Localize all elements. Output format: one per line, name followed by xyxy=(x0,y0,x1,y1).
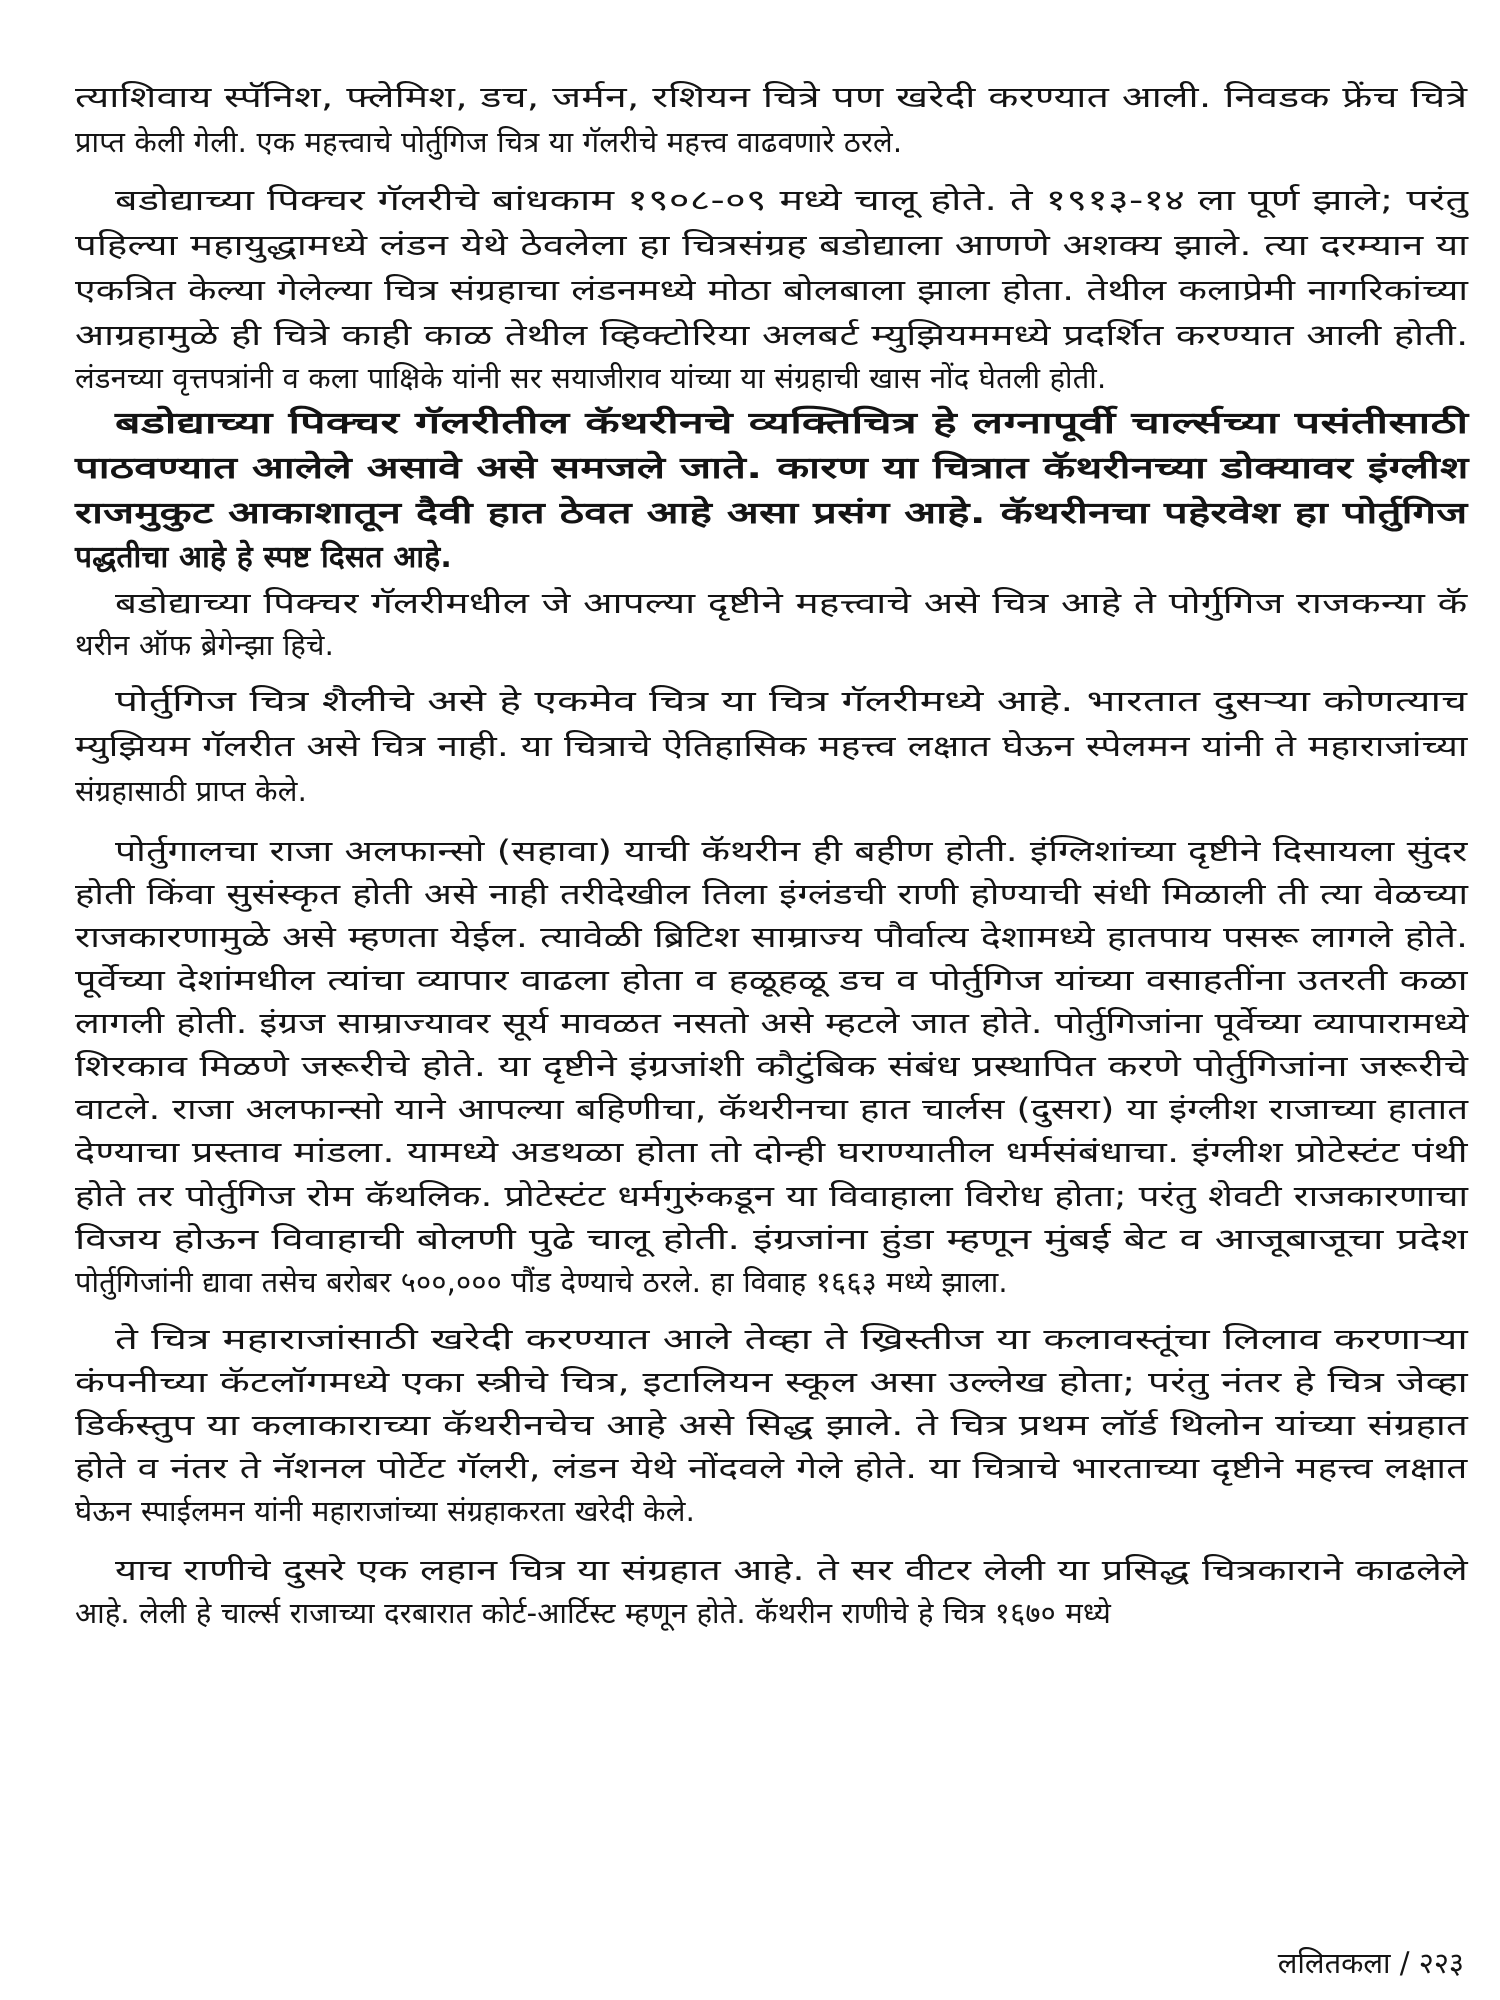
text-line: शिरकाव मिळणे जरूरीचे होते. या दृष्टीने इंग्रजांशी कौटुंबिक संबंध प्रस्थापित करणे पोर्तुगिजांना जरूरीचे xyxy=(75,1049,1469,1083)
text-line: पूर्वेच्या देशांमधील त्यांचा व्यापार वाढला होता व हळूहळू डच व पोर्तुगिज यांच्या वसाहतींना उतरती कळा xyxy=(75,963,1468,997)
text-line: होती किंवा सुसंस्कृत होती असे नाही तरीदेखील तिला इंग्लंडची राणी होण्याची संधी मिळाली ती त्या वेळच्या xyxy=(75,877,1469,911)
text-line: याच राणीचे दुसरे एक लहान चित्र या संग्रहात आहे. ते सर वीटर लेली या प्रसिद्ध चित्रकाराने काढलेले xyxy=(115,1553,1468,1587)
text-line: कंपनीच्या कॅटलॉगमध्ये एका स्त्रीचे चित्र, इटालियन स्कूल असा उल्लेख होता; परंतु नंतर हे चित्र जेव्हा xyxy=(75,1365,1468,1399)
text-line: पोर्तुगिजांनी द्यावा तसेच बरोबर ५००,००० पौंड देण्याचे ठरले. हा विवाह १६६३ मध्ये झाला. xyxy=(75,1265,1008,1299)
text-line: ते चित्र महाराजांसाठी खरेदी करण्यात आले तेव्हा ते ख्रिस्तीज या कलावस्तूंचा लिलाव करणाऱ्या xyxy=(115,1322,1469,1356)
text-line: आग्रहामुळे ही चित्रे काही काळ तेथील व्हिक्टोरिया अलबर्ट म्युझियममध्ये प्रदर्शित करण्यात आली होती. xyxy=(75,318,1469,352)
text-line: पोर्तुगालचा राजा अलफान्सो (सहावा) याची कॅथरीन ही बहीण होती. इंग्लिशांच्या दृष्टीने दिसायला सुंदर xyxy=(115,834,1468,868)
text-line: वाटले. राजा अलफान्सो याने आपल्या बहिणीचा, कॅथरीनचा हात चार्लस (दुसरा) या इंग्लीश राजाच्या हातात xyxy=(75,1092,1469,1126)
text-line: देण्याचा प्रस्ताव मांडला. यामध्ये अडथळा होता तो दोन्ही घराण्यातील धर्मसंबंधाचा. इंग्लीश प्रोटेस्टंट पंथी xyxy=(75,1135,1468,1169)
text-line: होते व नंतर ते नॅशनल पोर्टेट गॅलरी, लंडन येथे नोंदवले गेले होते. या चित्राचे भारताच्या दृष्टीने महत्त्व लक्षात xyxy=(75,1451,1468,1485)
text-line: राजमुकुट आकाशातून दैवी हात ठेवत आहे असा प्रसंग आहे. कॅथरीनचा पहेरवेश हा पोर्तुगिज xyxy=(75,496,1468,531)
text-line: पद्धतीचा आहे हे स्पष्ट दिसत आहे. xyxy=(75,540,452,575)
text-line: बडोद्याच्या पिक्चर गॅलरीतील कॅथरीनचे व्यक्तिचित्र हे लग्नापूर्वी चार्ल्सच्या पसंतीसाठी xyxy=(115,406,1469,441)
text-line: एकत्रित केल्या गेलेल्या चित्र संग्रहाचा लंडनमध्ये मोठा बोलबाला झाला होता. तेथील कलाप्रेमी नागरिकांच्या xyxy=(75,273,1469,307)
text-line: थरीन ऑफ ब्रेगेन्झा हिचे. xyxy=(75,628,335,662)
text-line: पाठवण्यात आलेले असावे असे समजले जाते. कारण या चित्रात कॅथरीनच्या डोक्यावर इंग्लीश xyxy=(75,451,1469,486)
text-line: प्राप्त केली गेली. एक महत्त्वाचे पोर्तुगिज चित्र या गॅलरीचे महत्त्व वाढवणारे ठरले. xyxy=(75,125,903,159)
text-line: बडोद्याच्या पिक्चर गॅलरीचे बांधकाम १९०८-०९ मध्ये चालू होते. ते १९१३-१४ ला पूर्ण झाले; परंतु xyxy=(115,183,1469,217)
text-line: संग्रहासाठी प्राप्त केले. xyxy=(75,774,308,808)
text-line: पोर्तुगिज चित्र शैलीचे असे हे एकमेव चित्र या चित्र गॅलरीमध्ये आहे. भारतात दुसऱ्या कोणत्याच xyxy=(115,684,1468,718)
text-line: पहिल्या महायुद्धामध्ये लंडन येथे ठेवलेला हा चित्रसंग्रह बडोद्याला आणणे अशक्य झाले. त्या दरम्यान या xyxy=(75,228,1469,262)
text-line: लागली होती. इंग्रज साम्राज्यावर सूर्य मावळत नसतो असे म्हटले जात होते. पोर्तुगिजांना पूर्वेच्या व्यापारामध्ये xyxy=(75,1006,1469,1040)
text-line: विजय होऊन विवाहाची बोलणी पुढे चालू होती. इंग्रजांना हुंडा म्हणून मुंबई बेट व आजूबाजूचा प्रदेश xyxy=(75,1222,1468,1256)
text-line: घेऊन स्पाईलमन यांनी महाराजांच्या संग्रहाकरता खरेदी केले. xyxy=(75,1494,696,1528)
text-line: होते तर पोर्तुगिज रोम कॅथलिक. प्रोटेस्टंट धर्मगुरुंकडून या विवाहाला विरोध होता; परंतु शेवटी राजकारणाचा xyxy=(75,1179,1469,1213)
text-line: डिर्कस्तुप या कलाकाराच्या कॅथरीनचेच आहे असे सिद्ध झाले. ते चित्र प्रथम लॉर्ड थिलोन यांच्या संग्रहात xyxy=(75,1408,1469,1442)
text-line: लंडनच्या वृत्तपत्रांनी व कला पाक्षिके यांनी सर सयाजीराव यांच्या या संग्रहाची खास नोंद घेतली होती. xyxy=(75,361,1107,395)
page-footer: ललितकला / २२३ xyxy=(1277,1946,1464,1980)
text-line: बडोद्याच्या पिक्चर गॅलरीमधील जे आपल्या दृष्टीने महत्त्वाचे असे चित्र आहे ते पोर्गुगिज राजकन्या कॅ xyxy=(115,586,1468,620)
text-line: आहे. लेली हे चार्ल्स राजाच्या दरबारात कोर्ट-आर्टिस्ट म्हणून होते. कॅथरीन राणीचे हे चित्र १६७० मध्ये xyxy=(75,1596,1112,1630)
text-line: राजकारणामुळे असे म्हणता येईल. त्यावेळी ब्रिटिश साम्राज्य पौर्वात्य देशामध्ये हातपाय पसरू लागले होते. xyxy=(75,920,1469,954)
text-line: म्युझियम गॅलरीत असे चित्र नाही. या चित्राचे ऐतिहासिक महत्त्व लक्षात घेऊन स्पेलमन यांनी ते महाराजांच्या xyxy=(75,729,1468,763)
text-line: त्याशिवाय स्पॅनिश, फ्लेमिश, डच, जर्मन, रशियन चित्रे पण खरेदी करण्यात आली. निवडक फ्रेंच चित्रे xyxy=(75,80,1468,114)
